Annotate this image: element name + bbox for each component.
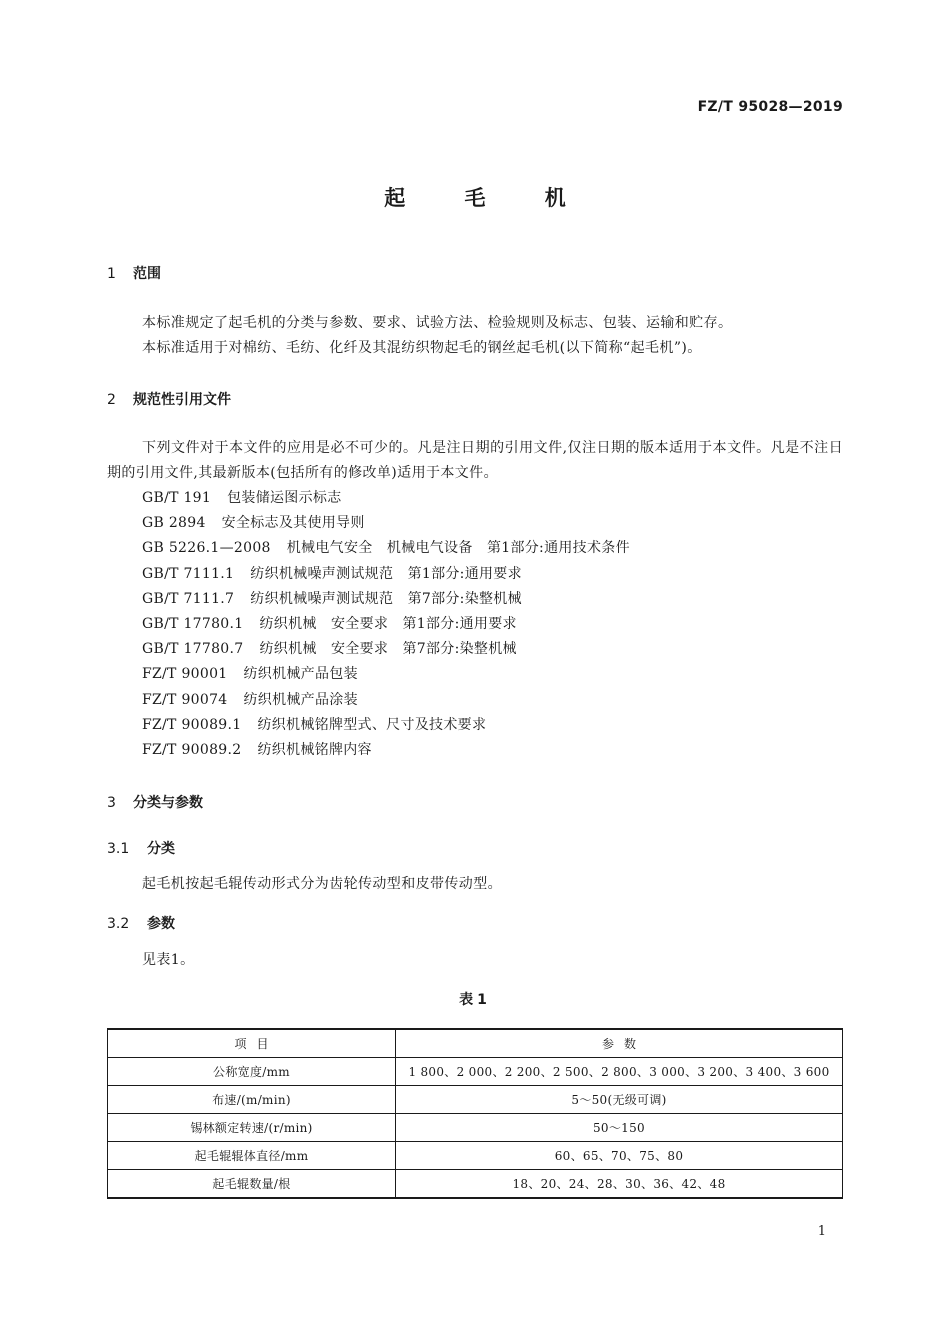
reference-item [142,738,630,763]
table-cell-item: 起毛辊数量/根 [108,1170,396,1199]
table-row [108,1142,843,1170]
section-number: 3 [107,795,116,811]
reference-code: FZ/T 90089.1 [142,716,242,733]
reference-title: 包装储运图示标志 [227,490,342,506]
table-caption: 表1 [459,992,491,1008]
section-title: 参数 [147,916,175,932]
reference-title: 纺织机械产品包装 [243,666,358,683]
section-3-1-heading [107,838,175,858]
scope-paragraph-1: 本标准规定了起毛机的分类与参数、要求、试验方法、检验规则及标志、包装、运输和贮存。 [142,315,733,331]
section-number: 3.1 [107,841,130,857]
section-title: 规范性引用文件 [133,392,231,408]
references-intro: 下列文件对于本文件的应用是必不可少的。凡是注日期的引用文件,仅注日期的版本适用于本文件。凡是不注日期的引用文件,其最新版本(包括所有的修改单)适用于本文件。 [107,440,843,481]
standard-code: FZ/T 95028—2019 [697,99,843,115]
reference-code: FZ/T 90074 [142,691,228,708]
section-number: 2 [107,392,116,408]
reference-item [142,486,630,511]
column-header-item: 项目 [108,1029,396,1058]
reference-item [142,587,630,612]
reference-code: GB/T 7111.1 [142,565,235,582]
reference-code: GB 5226.1—2008 [142,540,271,557]
section-1-heading [107,263,161,283]
section-title: 分类 [147,841,175,857]
table-row [108,1058,843,1086]
reference-item [142,562,630,587]
section-title: 分类与参数 [133,795,203,811]
reference-title: 纺织机械 安全要求 第1部分:通用要求 [259,615,517,632]
reference-item [142,662,630,687]
column-header-parameter: 参数 [396,1029,843,1058]
table-cell-value: 50～150 [396,1114,843,1142]
parameters-table [107,1028,843,1199]
reference-item [142,612,630,637]
reference-title: 安全标志及其使用导则 [221,515,365,532]
classification-text: 起毛机按起毛辊传动形式分为齿轮传动型和皮带传动型。 [142,876,502,892]
reference-code: FZ/T 90001 [142,666,228,683]
table-cell-item: 公称宽度/mm [108,1058,396,1086]
section-3-2-heading [107,913,175,933]
reference-title: 纺织机械噪声测试规范 第1部分:通用要求 [250,565,522,582]
table-cell-item: 布速/(m/min) [108,1086,396,1114]
section-title: 范围 [133,266,161,282]
reference-item [142,688,630,713]
reference-code: GB/T 7111.7 [142,590,235,607]
reference-code: GB/T 191 [142,490,212,506]
reference-item [142,637,630,662]
reference-title: 纺织机械产品涂装 [243,691,358,708]
table-cell-value: 5～50(无级可调) [396,1086,843,1114]
section-2-heading [107,389,231,409]
table-cell-value: 1 800、2 000、2 200、2 500、2 800、3 000、3 200、3 400、3 600 [396,1058,843,1086]
section-number: 1 [107,266,116,282]
table-row [108,1114,843,1142]
reference-title: 纺织机械 安全要求 第7部分:染整机械 [259,641,517,658]
table-row [108,1086,843,1114]
table-cell-value: 60、65、70、75、80 [396,1142,843,1170]
reference-item [142,511,630,536]
document-title: 起 毛 机 [384,186,592,210]
parameters-text: 见表1。 [142,952,195,968]
reference-code: FZ/T 90089.2 [142,741,242,758]
page-number: 1 [817,1224,826,1239]
scope-paragraph-2: 本标准适用于对棉纺、毛纺、化纤及其混纺织物起毛的钢丝起毛机(以下简称“起毛机”)。 [142,340,702,356]
table-cell-value: 18、20、24、28、30、36、42、48 [396,1170,843,1199]
reference-item [142,536,630,561]
reference-title: 纺织机械铭牌内容 [257,741,372,758]
reference-title: 机械电气安全 机械电气设备 第1部分:通用技术条件 [286,540,630,557]
section-3-heading [107,792,203,812]
reference-code: GB/T 17780.7 [142,641,244,658]
table-cell-item: 锡林额定转速/(r/min) [108,1114,396,1142]
section-number: 3.2 [107,916,130,932]
reference-code: GB/T 17780.1 [142,615,244,632]
table-header-row [108,1029,843,1058]
reference-item [142,713,630,738]
reference-list [142,486,630,763]
table-cell-item: 起毛辊辊体直径/mm [108,1142,396,1170]
table-row [108,1170,843,1199]
reference-title: 纺织机械噪声测试规范 第7部分:染整机械 [250,590,522,607]
reference-code: GB 2894 [142,515,206,532]
reference-title: 纺织机械铭牌型式、尺寸及技术要求 [257,716,487,733]
